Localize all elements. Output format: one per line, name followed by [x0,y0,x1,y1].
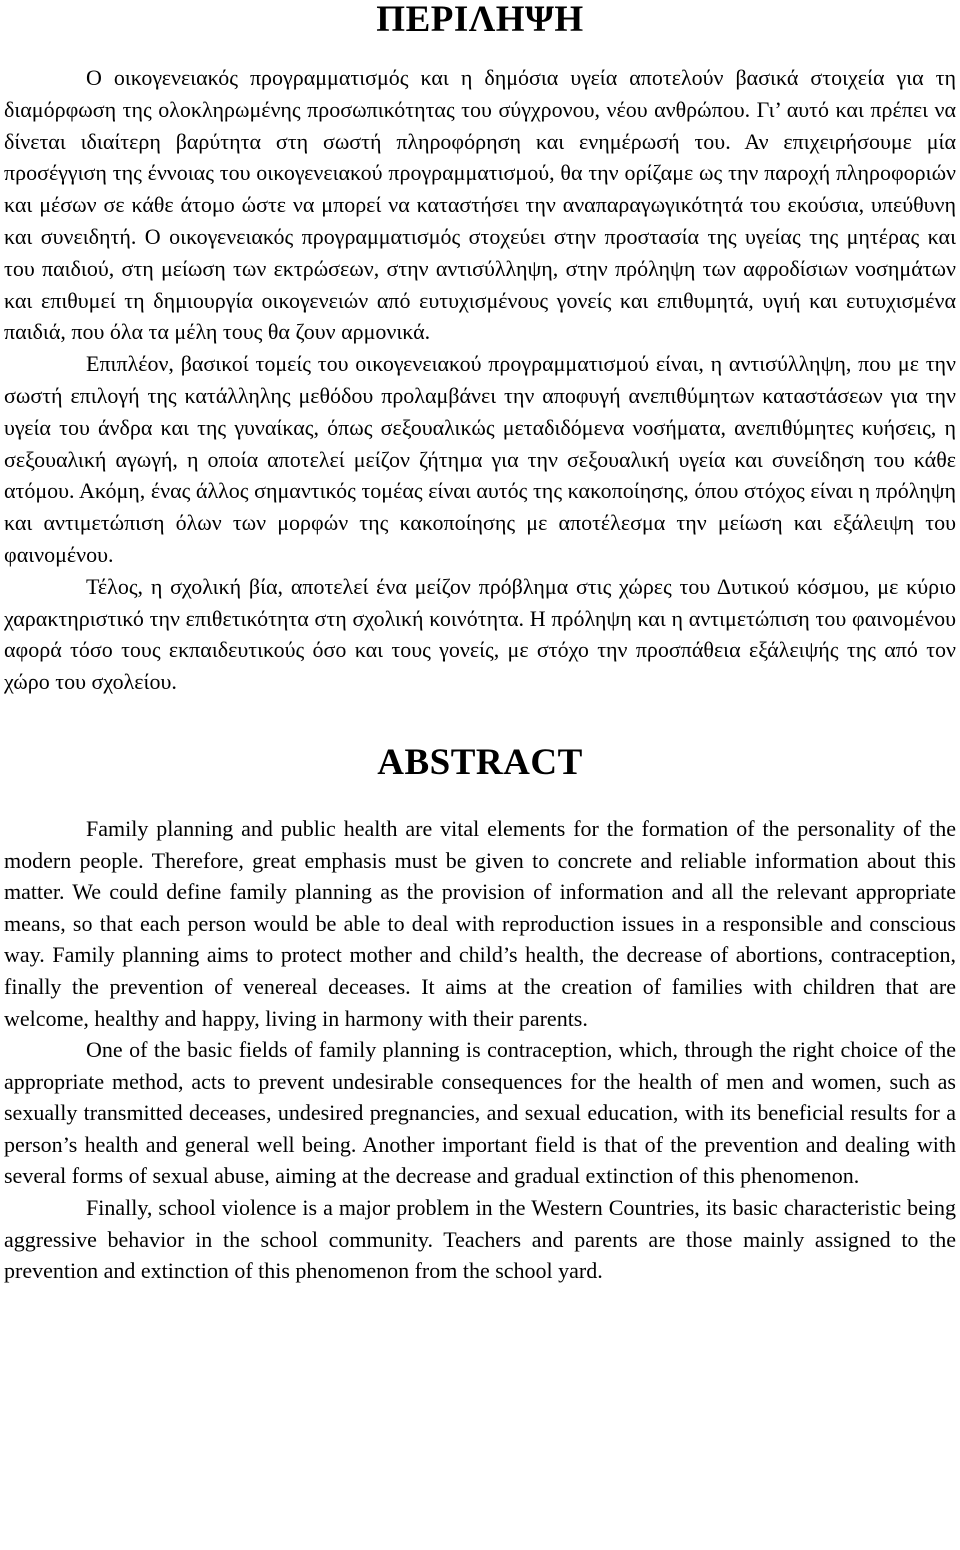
greek-summary-section [4,62,956,698]
greek-paragraph-3: Τέλος, η σχολική βία, αποτελεί ένα μείζον πρόβλημα στις χώρες του Δυτικού κόσμου, με κύριο χαρακτηριστικό την επιθετικότητα στη σχολική κοινότητα. Η πρόληψη και η αντιμετώπιση του φαινομένου αφορά τόσο τους εκπαιδευτικούς όσο και τους γονείς, με στόχο την προσπάθεια εξάλειψής της από τον χώρο του σχολείου. [4,573,956,695]
abstract-paragraph-3: Finally, school violence is a major problem in the Western Countries, its basic characteristic being aggressive behavior in the school community. Teachers and parents are those mainly assigned to the prevention and extinction of this phenomenon from the school yard. [4,1195,956,1284]
greek-summary-title: ΠΕΡΙΛΗΨΗ [376,0,584,40]
abstract-paragraph-2: One of the basic fields of family planning is contraception, which, through the right choice of the appropriate method, acts to prevent undesirable consequences for the health of men and women, such as sexually transmitted deceases, undesired pregnancies, and sexual education, with its beneficial results for a person’s health and general well being. Another important field is that of the prevention and dealing with several forms of sexual abuse, aiming at the decrease and gradual extinction of this phenomenon. [4,1037,956,1189]
greek-paragraph-1: Ο οικογενειακός προγραμματισμός και η δημόσια υγεία αποτελούν βασικά στοιχεία για τη διαμόρφωση της ολοκληρωμένης προσωπικότητας του σύγχρονου, νέου ανθρώπου. Γι’ αυτό και πρέπει να δίνεται ιδιαίτερη βαρύτητα στη σωστή πληροφόρηση και ενημέρωσή του. Αν επιχειρήσουμε μία προσέγγιση της έννοιας του οικογενειακού προγραμματισμού, θα την ορίζαμε ως την παροχή πληροφοριών και μέσων σε κάθε άτομο ώστε να μπορεί να καταστήσει την αναπαραγωγικότητά του εκούσια, υπεύθυνη και συνειδητή. Ο οικογενειακός προγραμματισμός στοχεύει στην προστασία της υγείας της μητέρας και του παιδιού, στη μείωση των εκτρώσεων, στην αντισύλληψη, στην πρόληψη των αφροδίσιων νοσημάτων και επιθυμεί τη δημιουργία οικογενειών από ευτυχισμένους γονείς και επιθυμητά, υγιή και ευτυχισμένα παιδιά, που όλα τα μέλη τους θα ζουν αρμονικά. [4,65,956,345]
abstract-paragraph-1: Family planning and public health are vital elements for the formation of the personality of the modern people. Therefore, great emphasis must be given to concrete and reliable information about this matter. We could define family planning as the provision of information and all the relevant appropriate means, so that each person would be able to deal with reproduction issues in a responsible and conscious way. Family planning aims to protect mother and child’s health, the decrease of abortions, contraception, finally the prevention of venereal deceases. It aims at the creation of families with children that are welcome, healthy and happy, living in harmony with their parents. [4,815,956,1031]
document-page [4,0,956,1287]
abstract-title: ABSTRACT [377,741,583,783]
abstract-section [4,813,956,1287]
greek-paragraph-2: Επιπλέον, βασικοί τομείς του οικογενειακού προγραμματισμού είναι, η αντισύλληψη, που με την σωστή επιλογή της κατάλληλης μεθόδου προλαμβάνει την αποφυγή ανεπιθύμητων καταστάσεων για την υγεία του άνδρα και της γυναίκας, όπως σεξουαλικώς μεταδιδόμενα νοσήματα, ανεπιθύμητες κυήσεις, η σεξουαλική αγωγή, η οποία αποτελεί μείζον ζήτημα για την σεξουαλική υγεία και συνείδηση του κάθε ατόμου. Ακόμη, ένας άλλος σημαντικός τομέας είναι αυτός της κακοποίησης, όπου στόχος είναι η πρόληψη και αντιμετώπιση όλων των μορφών της κακοποίησης με αποτέλεσμα την μείωση και εξάλειψη του φαινομένου. [4,351,956,567]
